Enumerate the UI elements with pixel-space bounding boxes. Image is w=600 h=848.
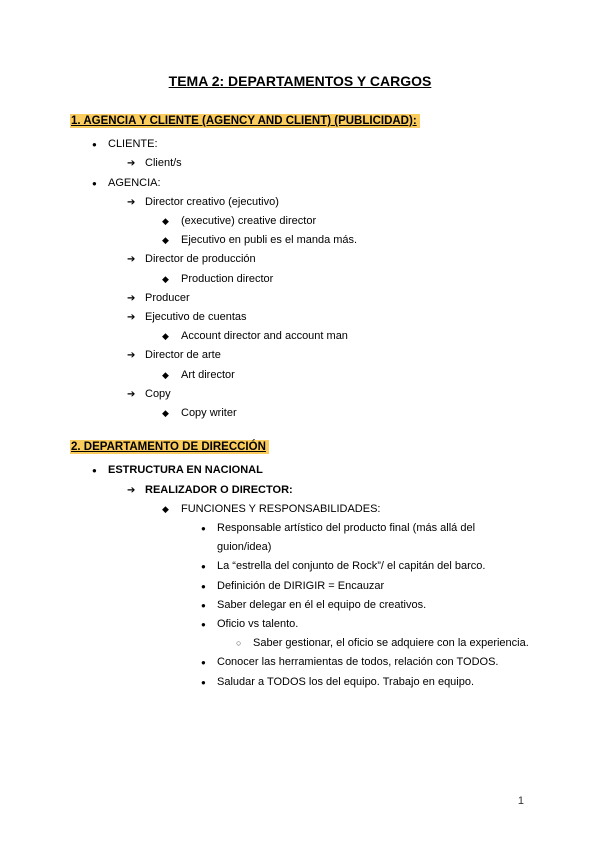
bullet-arrow-icon: ➔: [127, 388, 136, 400]
bullet-diamond-icon: ◆: [162, 216, 169, 227]
list-item-text: Producer: [145, 291, 190, 304]
list-item: [70, 481, 530, 500]
list-item-text: Saludar a TODOS los del equipo. Trabajo en equipo.: [217, 675, 475, 688]
list-item: [70, 270, 530, 289]
section-1-list: [70, 135, 530, 423]
list-item-text: Director creativo (ejecutivo): [145, 195, 279, 208]
section-2-heading-text: 2. DEPARTAMENTO DE DIRECCIÓN: [70, 440, 269, 454]
list-item-text: Art director: [181, 368, 235, 381]
list-item: [70, 212, 530, 231]
list-item-text: FUNCIONES Y RESPONSABILIDADES:: [181, 502, 381, 515]
list-item: [70, 615, 530, 634]
bullet-diamond-icon: ◆: [162, 273, 169, 284]
bullet-dot-icon: ●: [201, 600, 206, 610]
list-item-text: Ejecutivo en publi es el manda más.: [181, 234, 358, 247]
list-item-text: REALIZADOR O DIRECTOR:: [145, 483, 293, 496]
section-1-heading: [70, 112, 530, 131]
bullet-arrow-icon: ➔: [127, 292, 136, 304]
list-item: [70, 308, 530, 327]
bullet-circle-icon: ○: [236, 638, 242, 649]
bullet-diamond-icon: ◆: [162, 235, 169, 246]
list-item-text: Client/s: [145, 157, 182, 170]
page-number: 1: [517, 795, 524, 807]
list-item-text: AGENCIA:: [108, 176, 161, 189]
list-item: [70, 404, 530, 423]
list-item: [70, 500, 530, 519]
list-item: [70, 366, 530, 385]
bullet-dot-icon: ●: [92, 466, 97, 476]
bullet-arrow-icon: ➔: [127, 350, 136, 362]
list-item-text: Saber gestionar, el oficio se adquiere con la experiencia.: [253, 637, 529, 650]
section-2-heading: [70, 438, 530, 457]
bullet-dot-icon: ●: [201, 658, 206, 668]
list-item-text: (executive) creative director: [181, 215, 317, 228]
list-item-text: Director de producción: [145, 253, 256, 266]
list-item: [70, 346, 530, 365]
bullet-dot-icon: ●: [201, 581, 206, 591]
section-1-heading-text: 1. AGENCIA Y CLIENTE (AGENCY AND CLIENT) (PUBLICIDAD):: [70, 114, 420, 128]
list-item-text: Responsable artístico del producto final (más allá del guion/idea): [217, 522, 476, 554]
list-item: [70, 250, 530, 269]
bullet-dot-icon: ●: [92, 140, 97, 150]
list-item: [70, 327, 530, 346]
list-item-text: Production director: [181, 272, 274, 285]
bullet-dot-icon: ●: [201, 524, 206, 534]
bullet-arrow-icon: ➔: [127, 196, 136, 208]
list-item-text: CLIENTE:: [108, 138, 158, 151]
list-item: [70, 596, 530, 615]
list-item-text: Saber delegar en él el equipo de creativos.: [217, 598, 427, 611]
list-item: [70, 154, 530, 173]
list-item: [70, 653, 530, 672]
list-item: [70, 461, 530, 480]
bullet-diamond-icon: ◆: [162, 331, 169, 342]
page-title: TEMA 2: DEPARTAMENTOS Y CARGOS: [168, 73, 432, 89]
bullet-arrow-icon: ➔: [127, 158, 136, 170]
list-item-text: ESTRUCTURA EN NACIONAL: [108, 464, 263, 477]
list-item: [70, 673, 530, 692]
list-item: [70, 174, 530, 193]
list-item-text: Ejecutivo de cuentas: [145, 311, 247, 324]
list-item-text: Oficio vs talento.: [217, 618, 299, 631]
bullet-dot-icon: ●: [201, 620, 206, 630]
list-item: [70, 135, 530, 154]
list-item-text: Definición de DIRIGIR = Encauzar: [217, 579, 385, 592]
list-item: [70, 193, 530, 212]
bullet-diamond-icon: ◆: [162, 503, 169, 514]
list-item-text: Copy writer: [181, 407, 237, 420]
bullet-dot-icon: ●: [201, 562, 206, 572]
list-item: [70, 231, 530, 250]
section-2-list: [70, 461, 530, 691]
bullet-dot-icon: ●: [92, 178, 97, 188]
list-item: [70, 557, 530, 576]
list-item-text: Copy: [145, 387, 171, 400]
list-item: [70, 289, 530, 308]
bullet-arrow-icon: ➔: [127, 312, 136, 324]
list-item-text: Director de arte: [145, 349, 221, 362]
list-item: [70, 634, 530, 653]
bullet-diamond-icon: ◆: [162, 369, 169, 380]
list-item: [70, 577, 530, 596]
list-item-text: La “estrella del conjunto de Rock”/ el capitán del barco.: [217, 560, 486, 573]
bullet-arrow-icon: ➔: [127, 254, 136, 266]
bullet-arrow-icon: ➔: [127, 484, 136, 496]
list-item-text: Account director and account man: [181, 330, 348, 343]
bullet-dot-icon: ●: [201, 677, 206, 687]
list-item: [70, 385, 530, 404]
list-item: [70, 519, 530, 557]
bullet-diamond-icon: ◆: [162, 408, 169, 419]
list-item-text: Conocer las herramientas de todos, relación con TODOS.: [217, 656, 499, 669]
